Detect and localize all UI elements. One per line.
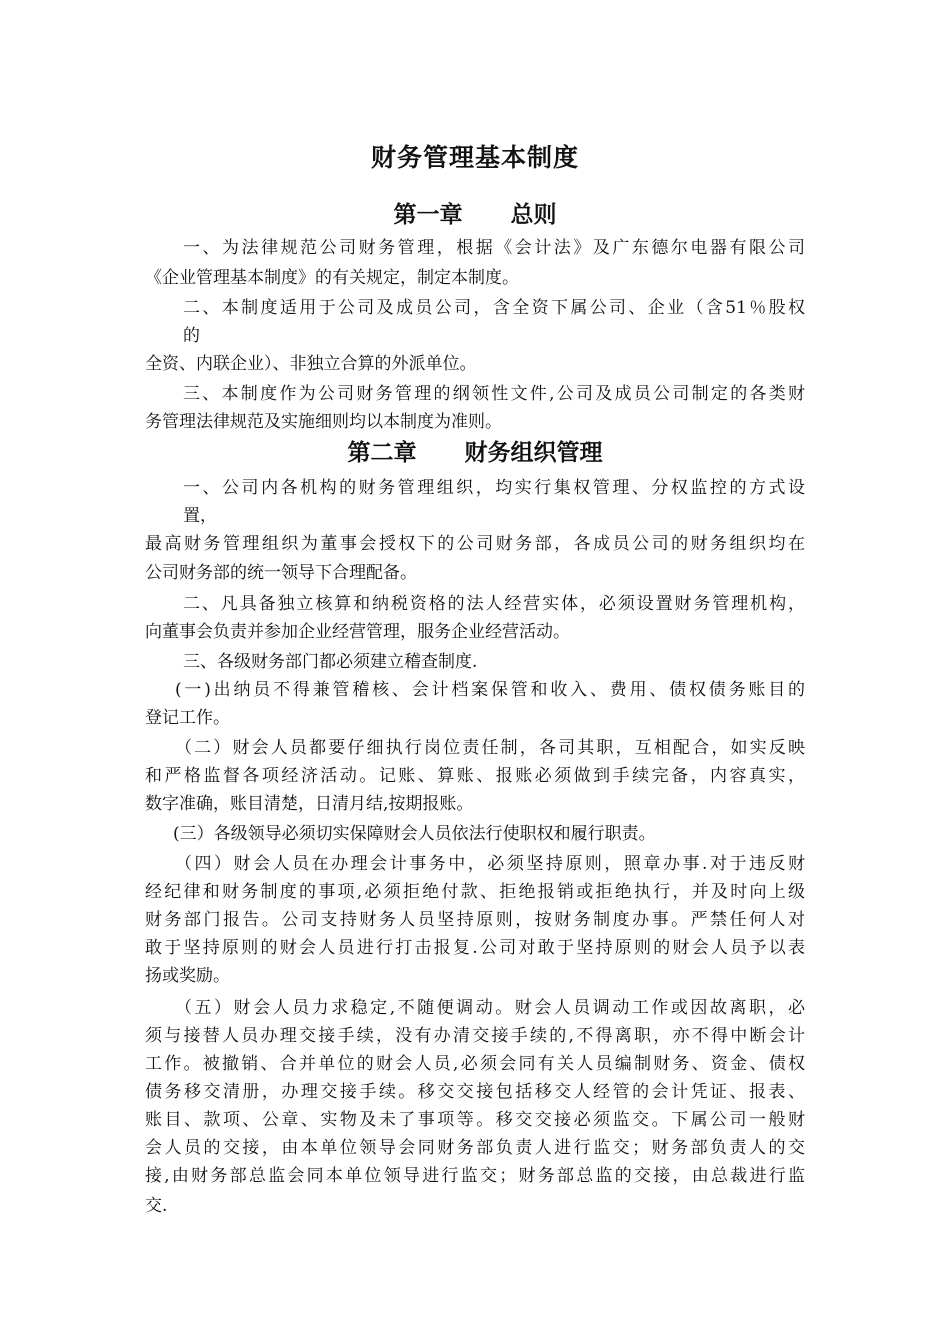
chapter-2-line: 登记工作。 bbox=[145, 708, 230, 728]
chapter-2-line: 经纪律和财务制度的事项,必须拒绝付款、拒绝报销或拒绝执行，并及时向上级 bbox=[145, 882, 805, 902]
chapter-1-line: 三、本制度作为公司财务管理的纲领性文件,公司及成员公司制定的各类财 bbox=[183, 384, 805, 404]
chapter-1-line: 《企业管理基本制度》的有关规定，制定本制度。 bbox=[145, 268, 519, 288]
chapter-2-line: 二、凡具备独立核算和纳税资格的法人经营实体，必须设置财务管理机构， bbox=[183, 594, 805, 614]
chapter-2-line: 数字准确，账目清楚，日清月结,按期报账。 bbox=[145, 794, 474, 814]
chapter-2-line: 三、各级财务部门都必须建立稽查制度. bbox=[183, 652, 478, 672]
chapter-2-line: 会人员的交接，由本单位领导会同财务部负责人进行监交；财务部负责人的交 bbox=[145, 1138, 805, 1158]
chapter-2-line: 敢于坚持原则的财会人员进行打击报复.公司对敢于坚持原则的财会人员予以表 bbox=[145, 938, 805, 958]
chapter-2-line: 接,由财务部总监会同本单位领导进行监交；财务部总监的交接，由总裁进行监 bbox=[145, 1166, 805, 1186]
chapter-1-line: 的 bbox=[183, 326, 200, 346]
document-title: 财务管理基本制度 bbox=[370, 143, 579, 172]
chapter-2-line: 财务部门报告。公司支持财务人员坚持原则，按财务制度办事。严禁任何人对 bbox=[145, 910, 805, 930]
chapter-2-line: 置， bbox=[183, 506, 217, 526]
chapter-1-line: 二、本制度适用于公司及成员公司，含全资下属公司、企业（含51％股权 bbox=[183, 298, 805, 318]
chapter-1-heading: 第一章 总则 bbox=[393, 201, 557, 228]
chapter-1-line: 一、为法律规范公司财务管理，根据《会计法》及广东德尔电器有限公司 bbox=[183, 238, 805, 258]
chapter-2-line: 向董事会负责并参加企业经营管理，服务企业经营活动。 bbox=[145, 622, 570, 642]
chapter-1-line: 务管理法律规范及实施细则均以本制度为准则。 bbox=[145, 412, 502, 432]
chapter-2-line: （四）财会人员在办理会计事务中，必须坚持原则，照章办事.对于违反财 bbox=[175, 854, 805, 874]
chapter-1-line: 全资、内联企业）、非独立合算的外派单位。 bbox=[145, 354, 477, 374]
chapter-2-line: 工作。被撤销、合并单位的财会人员,必须会同有关人员编制财务、资金、债权 bbox=[145, 1054, 805, 1074]
chapter-2-line: 一、公司内各机构的财务管理组织，均实行集权管理、分权监控的方式设 bbox=[183, 478, 805, 498]
chapter-2-line: (三）各级领导必须切实保障财会人员依法行使职权和履行职责。 bbox=[173, 824, 656, 844]
chapter-2-line: (一)出纳员不得兼管稽核、会计档案保管和收入、费用、债权债务账目的 bbox=[175, 680, 805, 700]
chapter-2-line: （二）财会人员都要仔细执行岗位责任制，各司其职，互相配合，如实反映 bbox=[175, 738, 805, 758]
chapter-2-line: 公司财务部的统一领导下合理配备。 bbox=[145, 563, 417, 583]
chapter-2-line: （五）财会人员力求稳定,不随便调动。财会人员调动工作或因故离职，必 bbox=[175, 998, 805, 1018]
chapter-2-line: 扬或奖励。 bbox=[145, 966, 230, 986]
chapter-2-line: 债务移交清册，办理交接手续。移交交接包括移交人经管的会计凭证、报表、 bbox=[145, 1082, 805, 1102]
chapter-2-heading: 第二章 财务组织管理 bbox=[347, 439, 603, 466]
chapter-2-line: 须与接替人员办理交接手续，没有办清交接手续的,不得离职，亦不得中断会计 bbox=[145, 1026, 805, 1046]
chapter-2-line: 和严格监督各项经济活动。记账、算账、报账必须做到手续完备，内容真实， bbox=[145, 766, 805, 786]
chapter-2-line: 最高财务管理组织为董事会授权下的公司财务部，各成员公司的财务组织均在 bbox=[145, 534, 805, 554]
chapter-2-line: 账目、款项、公章、实物及未了事项等。移交交接必须监交。下属公司一般财 bbox=[145, 1110, 805, 1130]
chapter-2-line: 交. bbox=[145, 1196, 168, 1216]
